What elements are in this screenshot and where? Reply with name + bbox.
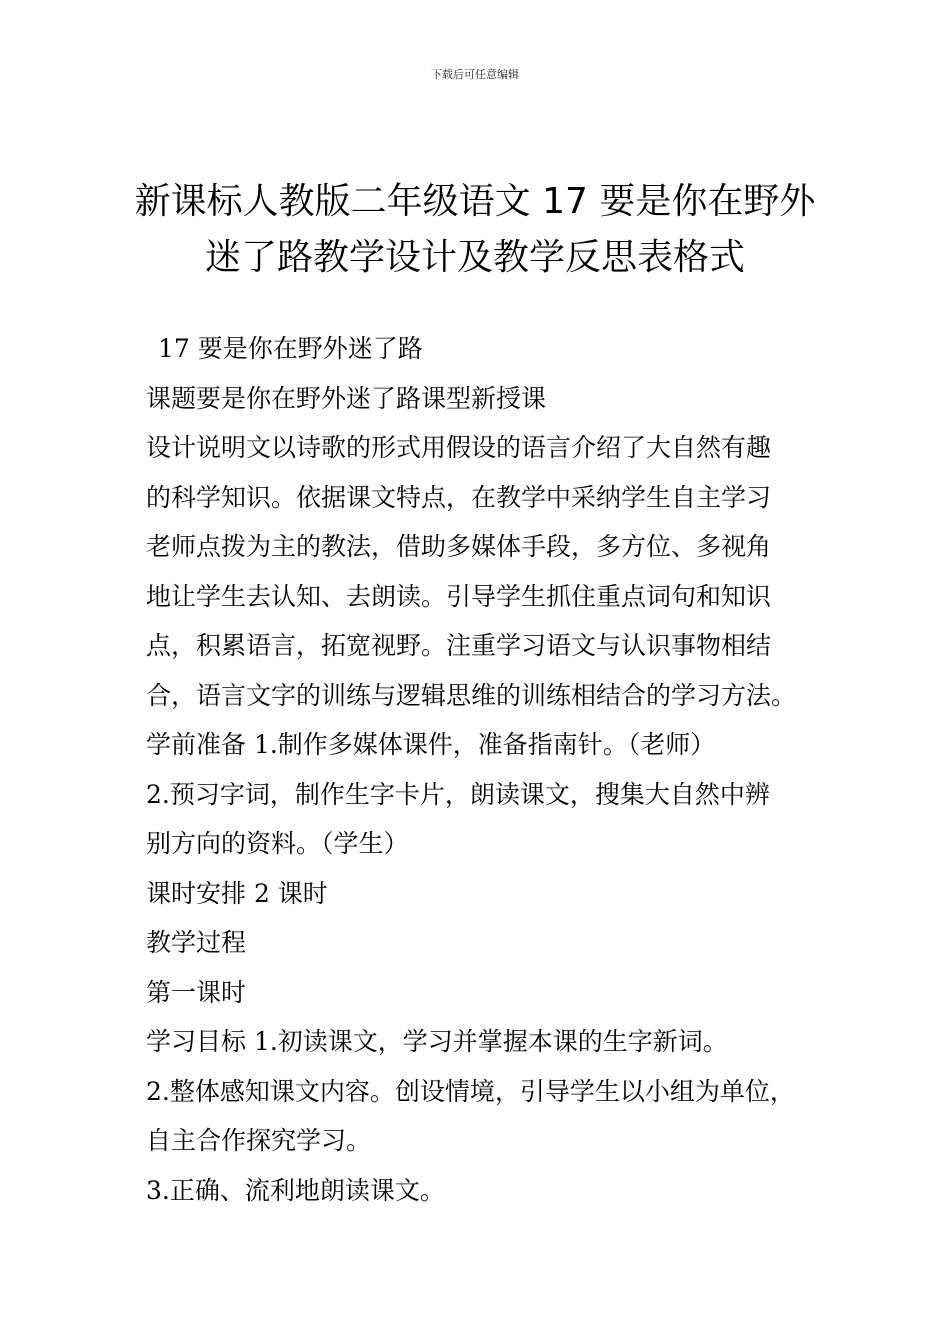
- text-line: 自主合作探究学习。: [146, 1126, 372, 1155]
- title-line-2: 迷了路教学设计及教学反思表格式: [204, 237, 745, 278]
- text-line: 课时安排 2 课时: [146, 878, 328, 908]
- text-line: 学前准备 1.制作多媒体课件，准备指南针。（老师）: [146, 730, 716, 759]
- text-line: 课题要是你在野外迷了路课型新授课: [146, 383, 547, 413]
- title-line-1: 新课标人教版二年级语文 17 要是你在野外: [134, 181, 816, 222]
- text-line: 合，语言文字的训练与逻辑思维的训练相结合的学习方法。: [146, 680, 797, 710]
- text-line: 第一课时: [146, 977, 247, 1007]
- header-note: 下载后可任意编辑: [431, 68, 519, 81]
- text-line: 2.预习字词，制作生字卡片，朗读课文，搜集大自然中辨: [146, 779, 770, 809]
- lesson-heading: 17 要是你在野外迷了路: [158, 334, 423, 363]
- text-line: 老师点拨为主的教法，借助多媒体手段，多方位、多视角: [146, 532, 772, 561]
- text-line: 学习目标 1.初读课文，学习并掌握本课的生字新词。: [146, 1027, 728, 1056]
- text-line: 2.整体感知课文内容。创设情境，引导学生以小组为单位，: [146, 1076, 795, 1106]
- text-line: 3.正确、流利地朗读课文。: [146, 1175, 445, 1205]
- document-title: [60, 174, 890, 286]
- text-line: 别方向的资料。（学生）: [146, 829, 409, 858]
- document-body: [146, 324, 846, 1215]
- text-line: 点，积累语言，拓宽视野。注重学习语文与认识事物相结: [146, 631, 772, 660]
- text-line: 的科学知识。依据课文特点，在教学中采纳学生自主学习: [146, 482, 772, 512]
- text-line: 地让学生去认知、去朗读。引导学生抓住重点词句和知识: [146, 581, 772, 611]
- text-line: 教学过程: [146, 928, 247, 957]
- text-line: 设计说明文以诗歌的形式用假设的语言介绍了大自然有趣: [146, 433, 772, 462]
